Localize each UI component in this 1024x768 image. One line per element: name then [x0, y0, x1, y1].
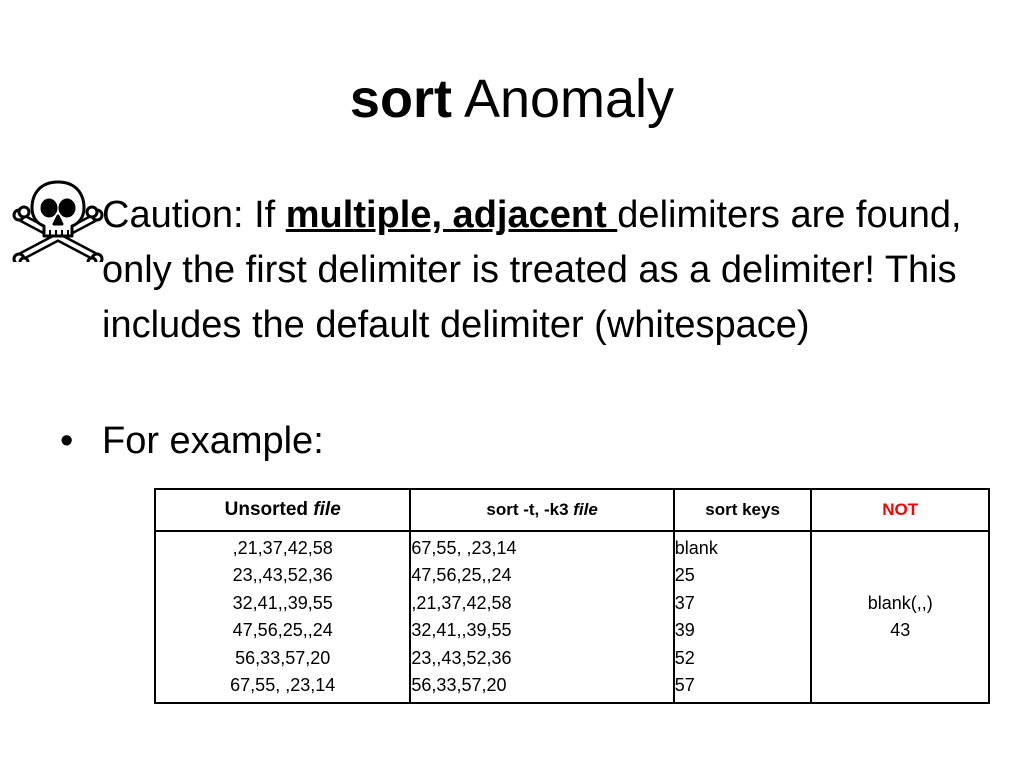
sorted-line: 32,41,,39,55	[411, 620, 512, 640]
caution-lead: Caution: If	[102, 194, 286, 236]
header-unsorted-file: Unsorted file	[155, 489, 410, 531]
title-keyword: sort	[349, 69, 452, 129]
sorted-cell	[410, 531, 673, 703]
unsorted-line: 67,55, ,23,14	[230, 675, 336, 695]
sort-key-line: 52	[674, 647, 695, 668]
table-row	[155, 531, 989, 703]
keys-cell	[674, 531, 812, 703]
not-key-line: blank(,,)	[867, 592, 933, 613]
sort-key-line: 37	[674, 592, 695, 613]
caution-emphasis: multiple, adjacent	[285, 194, 618, 236]
bullet-item	[60, 414, 324, 469]
sort-key-line: 57	[674, 675, 695, 695]
skull-and-crossbones-icon	[12, 178, 104, 262]
sort-key-line: 39	[674, 620, 695, 640]
header-sort-keys: sort keys	[674, 489, 812, 531]
not-cell	[811, 531, 989, 703]
unsorted-line: 23,,43,52,36	[232, 565, 333, 585]
example-table	[154, 488, 990, 704]
header-sort-command: sort -t, -k3 file	[410, 489, 673, 531]
sorted-line: 47,56,25,,24	[411, 565, 512, 585]
unsorted-line: ,21,37,42,58	[232, 537, 333, 558]
title-rest: Anomaly	[451, 69, 675, 129]
caution-rest: delimiters are found, only the first delimiter is treated as a delimiter! This includes the default delimiter (whitespace)	[102, 194, 962, 346]
table-header-row	[155, 489, 989, 531]
unsorted-line: 47,56,25,,24	[232, 620, 333, 640]
bullet-dot: •	[60, 420, 74, 462]
unsorted-cell	[155, 531, 410, 703]
bullet-text: For example:	[102, 420, 324, 462]
caution-paragraph	[102, 188, 982, 353]
unsorted-line: 56,33,57,20	[235, 647, 331, 668]
sorted-line: ,21,37,42,58	[411, 592, 512, 613]
sort-key-line: 25	[674, 565, 695, 585]
slide-title	[0, 64, 1024, 134]
unsorted-line: 32,41,,39,55	[232, 592, 333, 613]
not-key-line: 43	[890, 620, 911, 640]
header-not: NOT	[811, 489, 989, 531]
sorted-line: 67,55, ,23,14	[411, 537, 517, 558]
sort-key-line: blank	[674, 537, 718, 558]
sorted-line: 56,33,57,20	[411, 675, 507, 695]
sorted-line: 23,,43,52,36	[411, 647, 512, 668]
